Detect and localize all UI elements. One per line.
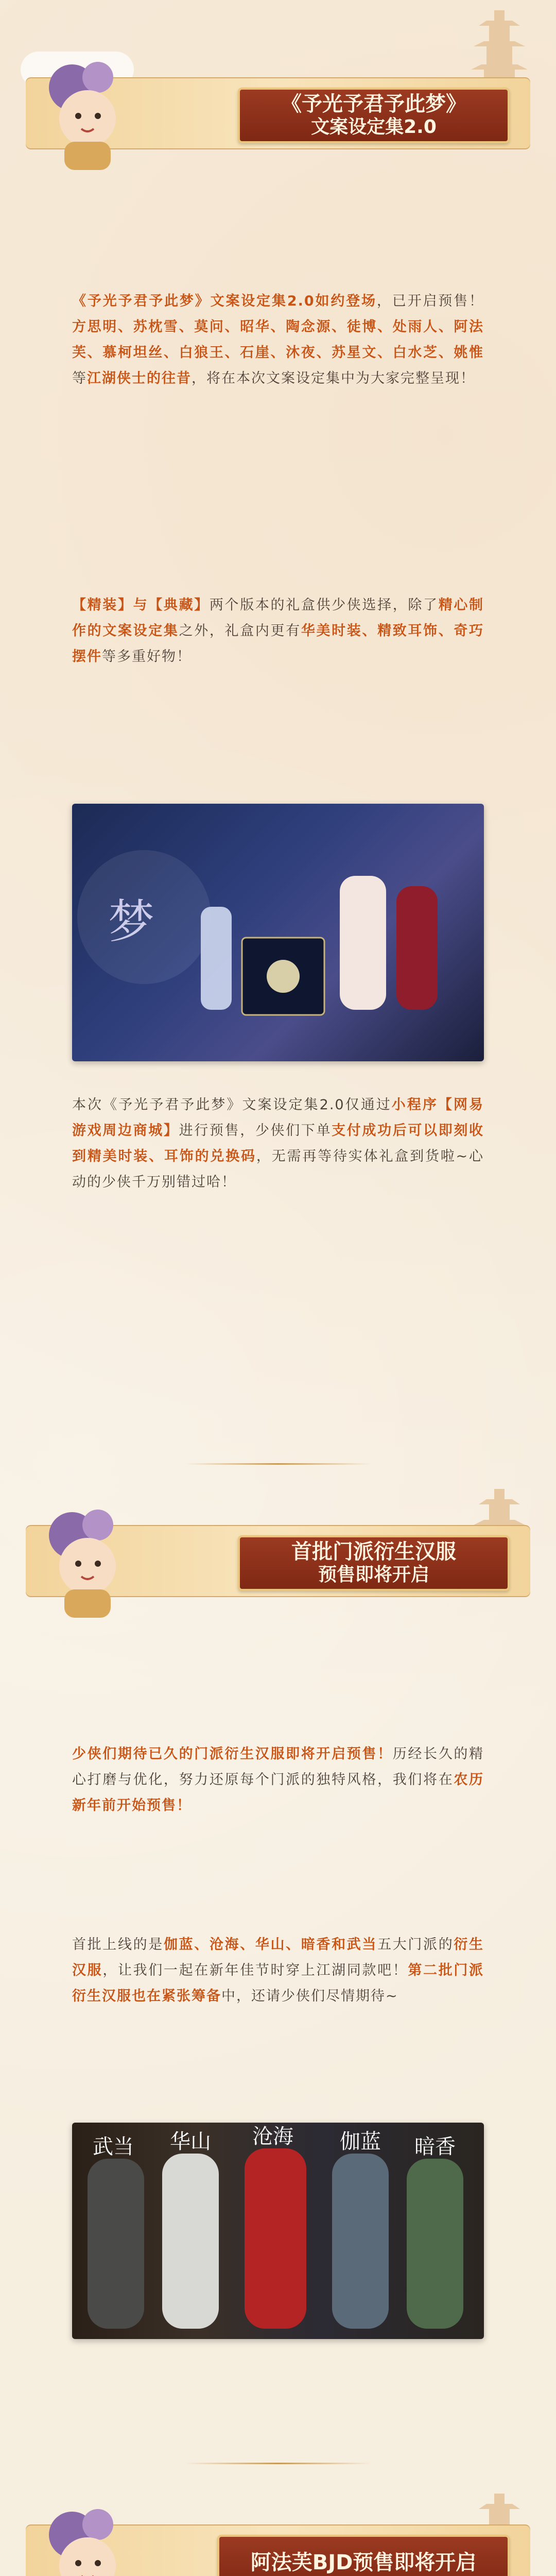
title-line-1: 《予光予君予此梦》: [281, 92, 466, 116]
mascot-icon: [36, 2504, 149, 2576]
highlight-text: 少侠们期待已久的门派衍生汉服即将开启预售！: [72, 1746, 393, 1762]
highlight-text: 【精装】与【典藏】: [72, 597, 210, 613]
divider: [185, 2463, 371, 2464]
body-text: 两个版本的礼盒供少侠选择，除了: [209, 597, 439, 613]
presale-paragraph: [72, 1092, 484, 1195]
body-text: 等多重好物！: [102, 649, 192, 665]
para-sec1-p3: [72, 1092, 484, 1195]
gift-box-image: [72, 804, 484, 1061]
highlight-text: 支付成功后可以即刻收到精美时装、耳饰的兑换码: [72, 1123, 484, 1164]
gift-box-illustration: [72, 804, 484, 1061]
divider: [185, 1463, 371, 1465]
para-sec1-p1: [72, 289, 484, 392]
section-title: [238, 88, 510, 143]
title-line-1: 阿法芙BJD预售即将开启: [250, 2551, 477, 2574]
section-hanfu: [0, 1484, 556, 2488]
section-title: [217, 2535, 510, 2576]
image-calligraphy: 梦: [108, 895, 154, 949]
intro-paragraph: [72, 289, 484, 392]
gift-box-paragraph: [72, 592, 484, 670]
body-text: ，让我们一起在新年佳节时穿上江湖同款吧！: [102, 1962, 408, 1978]
hanfu-intro-paragraph: [72, 1741, 484, 1819]
label-wudang: 武当: [93, 2135, 134, 2159]
highlight-text: 农历新年前开始预售！: [72, 1772, 484, 1814]
hanfu-image: [72, 2123, 484, 2339]
body-text: 进行预售，少侠们下单: [179, 1123, 332, 1139]
body-text: 五大门派的: [377, 1937, 454, 1953]
para-sec2-p1: [72, 1741, 484, 1819]
highlight-text: 第二批门派衍生汉服也在紧张筹备: [72, 1962, 484, 2004]
label-huashan: 华山: [170, 2130, 211, 2154]
body-text: 本次《予光予君予此梦》文案设定集2.0仅通过: [72, 1097, 392, 1113]
highlight-text: 伽蓝、沧海、华山、暗香和武当: [163, 1937, 378, 1953]
highlight-text: 《予光予君予此梦》文案设定集2.0如约登场: [72, 293, 377, 309]
label-qielan: 伽蓝: [340, 2130, 381, 2154]
body-text: 等: [72, 370, 87, 386]
body-text: ，将在本次文案设定集中为大家完整呈现！: [192, 370, 475, 386]
body-text: ，无需再等待实体礼盒到货啦~心动的少侠千万别错过哈！: [72, 1148, 484, 1190]
label-canghai: 沧海: [252, 2125, 293, 2148]
body-text: 首批上线的是: [72, 1937, 164, 1953]
hanfu-illustration: [72, 2123, 484, 2339]
mascot-icon: [36, 57, 149, 175]
highlight-text: 华美时装、精致耳饰、奇巧摆件: [72, 623, 484, 665]
highlight-text: 方思明、苏枕雪、莫问、昭华、陶念源、徒博、处雨人、阿法芙、慕柯坦丝、白狼王、石崖、沐夜、苏星文、白水芝、姚惟: [72, 319, 484, 361]
label-anxiang: 暗香: [414, 2135, 456, 2159]
body-text: 中，还请少侠们尽情期待~: [221, 1988, 398, 2004]
body-text: 历经长久的精心打磨与优化，努力还原每个门派的独特风格，我们将在: [72, 1746, 484, 1788]
hanfu-detail-paragraph: [72, 1932, 484, 2009]
mascot-icon: [36, 1504, 149, 1623]
para-sec1-p2: [72, 592, 484, 670]
highlight-text: 小程序【网易游戏周边商城】: [72, 1097, 484, 1139]
title-line-2: 文案设定集2.0: [311, 116, 437, 138]
body-text: 之外，礼盒内更有: [179, 623, 301, 639]
section-bjd: [0, 2488, 556, 2576]
highlight-text: 江湖侠士的往昔: [87, 370, 192, 386]
title-line-2: 预售即将开启: [318, 1564, 429, 1585]
title-line-1: 首批门派衍生汉服: [291, 1540, 456, 1564]
section-title: [238, 1535, 510, 1591]
highlight-text: 衍生汉服: [72, 1937, 484, 1978]
highlight-text: 精心制作的文案设定集: [72, 597, 484, 639]
body-text: ，已开启预售！: [376, 293, 484, 309]
para-sec2-p2: [72, 1932, 484, 2009]
